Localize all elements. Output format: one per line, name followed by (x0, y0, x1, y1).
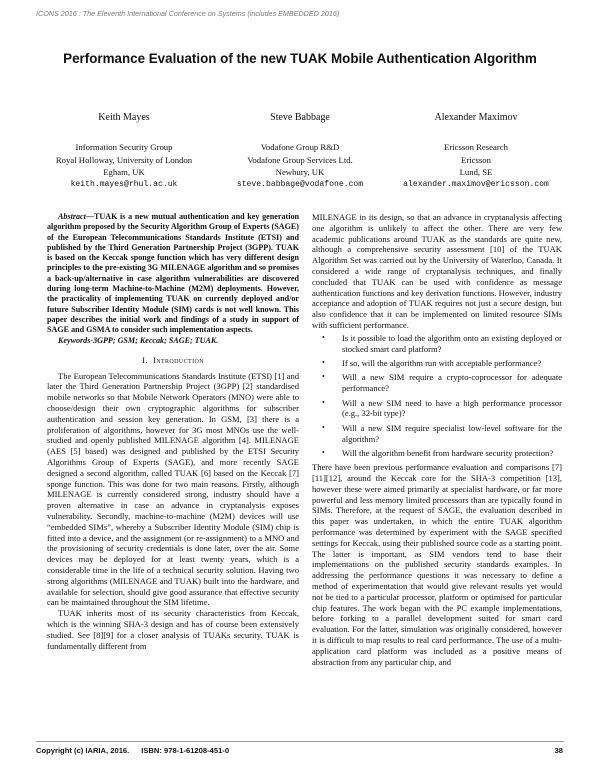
author-2 (212, 112, 388, 191)
list-item (322, 357, 562, 369)
list-item (322, 332, 562, 355)
left-column (47, 212, 299, 651)
isbn: ISBN: 978-1-61208-451-0 (141, 746, 230, 755)
paragraph: MILENAGE in its design, so that an advance in cryptanalysis affecting one algorithm is unlikely to affect the other. There are very few academic publications around TUAK as the standards are quite new, although a comprehensive security assessment [10] of the TUAK Algorithm Set was carried out by the University of Waterloo, Canada. It considered a wide range of cryptanalysis techniques, and finally concluded that TUAK can be used with confidence as message authentication functions and key derivation functions. However, industry acceptance and adoption of TUAK requires not just a secure design, but also confidence that it can be implemented on limited resource SIMs with sufficient performance. (312, 212, 562, 330)
bullet-icon: • (322, 357, 325, 367)
section-number: I. (142, 354, 148, 365)
paragraph: TUAK inherits most of its security characteristics from Keccak, which is the winning SHA-3 design and has of course been extensively studied. See [8][9] for a closer analysis of TUAKs security. TUAK is fundamentally different from (47, 608, 299, 651)
author-name: Steve Babbage (270, 112, 330, 123)
list-item (322, 447, 562, 459)
section-heading (47, 355, 299, 366)
bullet-icon: • (322, 422, 325, 432)
paragraph: There have been previous performance evaluation and comparisons [7][11][12], around the Keccak core for the SHA-3 competition [13], however these were aimed primarily at specialist hardware, or far more powerful and less memory limited processors than are typically found in SIMs. Therefore, at the request of SAGE, the evaluation described in this paper was undertaken, in which the entire TUAK algorithm performance was determined by experiment with the SAGE specified settings for Keccak, using their published source code as a starting point. The latter is important, as SIM vendors tend to base their implementations on the published security standards examples. In addressing the performance questions it was necessary to define a method of experimentation that would give relevant results yet would not be tied to a particular processor, platform or optimised for particular chip features. The work began with the PC example implementations, before forking to a parallel development suited for smart card evaluation. For the latter, simulation was originally considered, however it is difficult to map results to real card performance. The use of a multi-application card platform was included as a positive means of abstraction from any particular chip, and (312, 462, 562, 667)
author-email: alexander.maximov@ericsson.com (403, 179, 549, 189)
bullet-icon: • (322, 397, 325, 407)
author-name: Keith Mayes (98, 112, 150, 123)
author-affiliation: Ericsson (461, 154, 491, 165)
author-affiliation: Information Security Group (75, 142, 173, 153)
abstract-dash: — (85, 212, 94, 221)
list-item (322, 372, 562, 394)
keywords-label: Keywords (58, 335, 91, 345)
section-title: Introduction (152, 354, 204, 365)
abstract-text: TUAK is a new mutual authentication and key generation algorithm proposed by the Security Algorithm Group of Experts (SAGE) of the European Telecommunications Standards Institute (ETSI) and published by the Third Generation Partnership Project (3GPP). TUAK is based on the Keccak sponge function which has very different design principles to the pre-existing 3G MILENAGE algorithm and so promises a back-up/alternative in case algorithm vulnerabilities are discovered during long-term Machine-to-Machine (M2M) deployments. However, the practicality of implementing TUAK on currently deployed and/or future Subscriber Identity Module (SIM) cards is not well known. This paper describes the initial work and findings of a study in support of SAGE and GSMA to consider such implementation aspects. (47, 212, 299, 335)
author-1 (36, 112, 212, 191)
page-number: 38 (554, 746, 563, 755)
running-head: ICONS 2016 : The Eleventh International Conference on Systems (includes EMBEDDED 2016) (36, 9, 340, 18)
list-item-text: Will a new SIM require a crypto-coprocessor for adequate performance? (342, 372, 562, 394)
right-column (312, 212, 562, 667)
author-block (36, 112, 564, 191)
list-item-text: If so, will the algorithm run with acceptable performance? (342, 357, 542, 368)
author-affiliation: Vodafone Group Services Ltd. (247, 154, 353, 165)
paragraph: The European Telecommunications Standards Institute (ETSI) [1] and later the Third Generation Partnership Project (3GPP) [2] standardised mobile networks so that Mobile Network Operators (MNO) were able to choose/design their own cryptographic algorithms for subscriber authentication and session key generation. In GSM, [3] there is a proliferation of algorithms, however for 3G most MNOs use the well-studied and openly published MILENAGE algorithm [4]. MILENAGE (AES [5] based) was designed and published by the ETSI Security Algorithms Group of Experts (SAGE), and more recently SAGE designed a second algorithm, called TUAK [6] based on the Keccak [7] sponge function. This was done for two main reasons. Firstly, although MILENAGE is currently considered strong, industry should have a proven alternative in case an advance in cryptanalysis exposes vulnerability. Secondly, machine-to-machine (M2M) devices will use “embedded SIMs”, whereby a Subscriber Identity Module (SIM) chip is fitted into a device, and the assignment (or re-assignment) to a MNO and the provisioning of security credentials is done later, over the air. Some devices may be deployed for at least twenty years, which is a considerable time in the life of a technical security solution. Having two strong algorithms (MILENAGE and TUAK) built into the hardware, and available for selection, should give good assurance that effective security can be maintained throughout the SIM lifetime. (47, 370, 299, 608)
list-item (322, 422, 562, 445)
list-item-text: Will a new SIM need to have a high performance processor (e.g., 32-bit type)? (342, 397, 562, 419)
bullet-icon: • (322, 447, 325, 457)
author-affiliation: Royal Holloway, University of London (55, 154, 193, 165)
keywords-text: -3GPP; GSM; Keccak; SAGE; TUAK. (90, 335, 219, 345)
author-location: Egham, UK (103, 167, 145, 178)
abstract-label: Abstract (58, 212, 86, 221)
list-item-text: Will the algorithm benefit from hardware security protection? (342, 447, 554, 458)
footer-divider (36, 741, 564, 742)
footer-left (36, 746, 229, 755)
keywords (47, 336, 299, 346)
list-item (322, 397, 562, 420)
author-email: keith.mayes@rhul.ac.uk (70, 179, 178, 189)
abstract (47, 212, 299, 336)
author-location: Newbury, UK (275, 167, 325, 178)
list-item-text: Is it possible to load the algorithm onto an existing deployed or stocked smart card platform? (342, 332, 562, 354)
paper-title: Performance Evaluation of the new TUAK Mobile Authentication Algorithm (63, 51, 537, 66)
bullet-icon: • (322, 332, 325, 342)
author-location: Lund, SE (459, 167, 493, 178)
author-affiliation: Ericsson Research (444, 142, 508, 153)
question-list (312, 333, 562, 459)
author-affiliation: Vodafone Group R&D (260, 142, 340, 153)
author-name: Alexander Maximov (434, 112, 518, 123)
bullet-icon: • (322, 372, 325, 382)
copyright: Copyright (c) IARIA, 2016. (36, 746, 130, 755)
list-item-text: Will a new SIM require specialist low-level software for the algorithm? (342, 422, 562, 444)
author-email: steve.babbage@vodafone.com (236, 179, 364, 189)
author-3 (388, 112, 564, 191)
